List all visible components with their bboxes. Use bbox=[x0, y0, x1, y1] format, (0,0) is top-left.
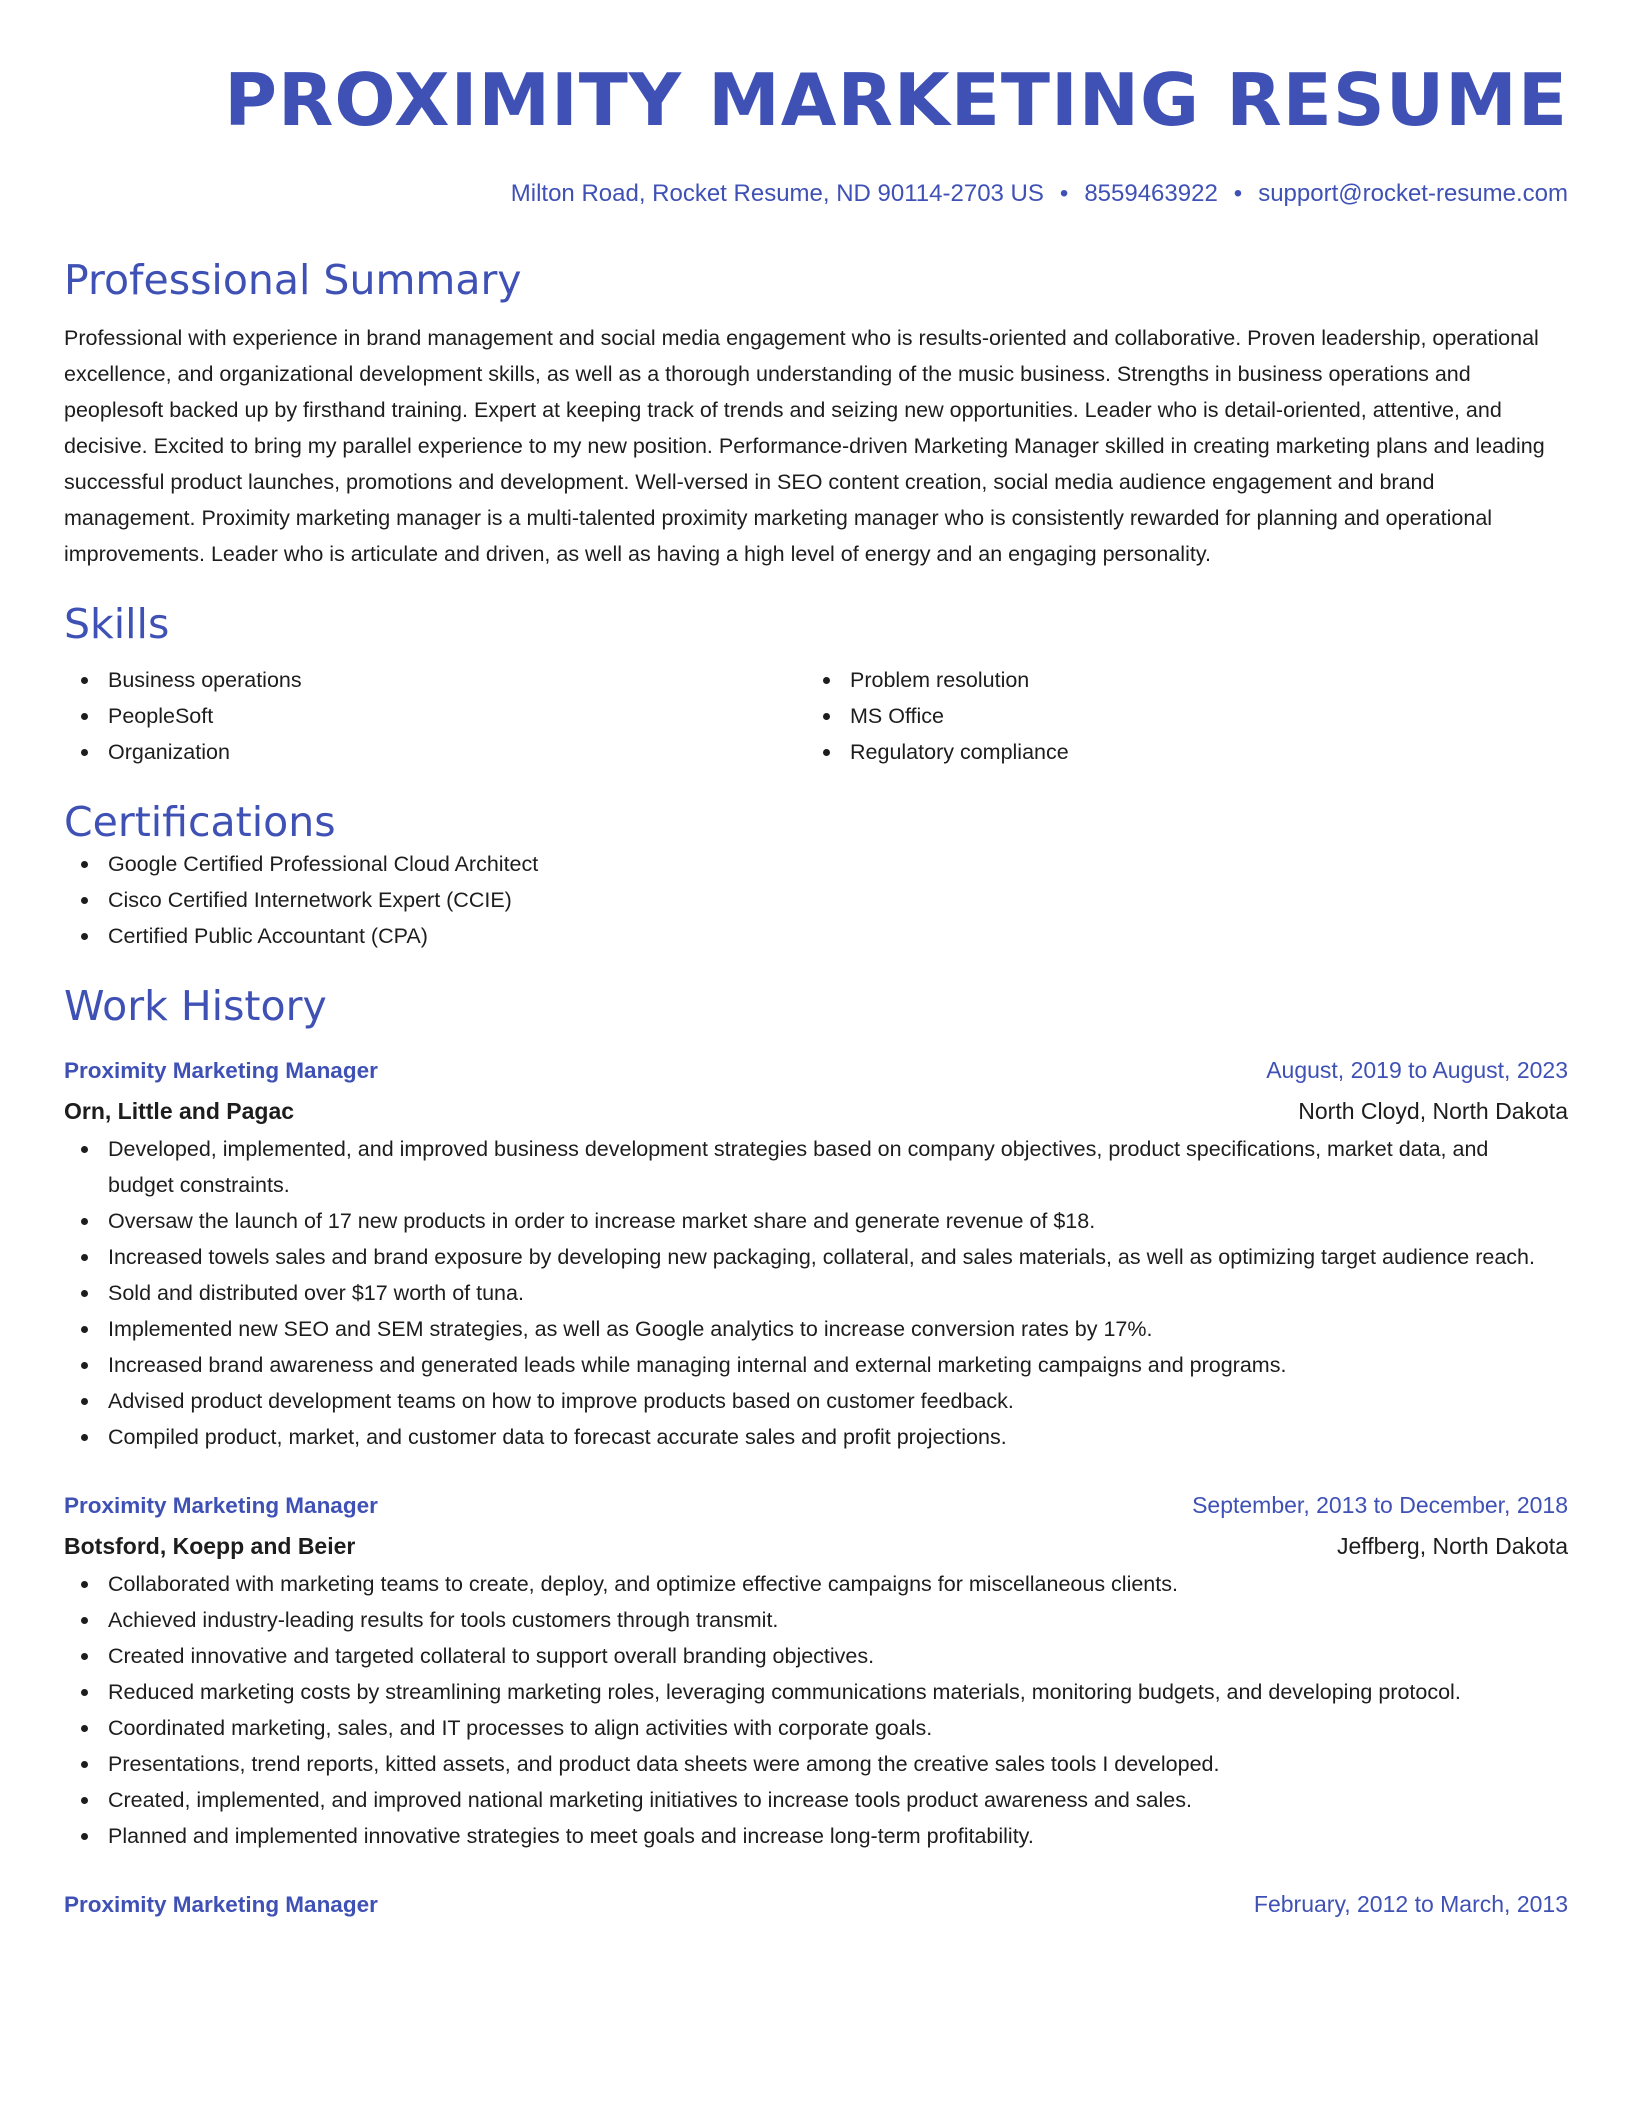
job-company-row bbox=[64, 1526, 1568, 1566]
contact-line bbox=[64, 180, 1568, 208]
job-bullet: Achieved industry-leading results for tools customers through transmit. bbox=[64, 1602, 1568, 1638]
job-bullet: Increased brand awareness and generated leads while managing internal and external marketing campaigns and programs. bbox=[64, 1347, 1568, 1383]
job-header-row bbox=[64, 1050, 1568, 1091]
job-bullet: Increased towels sales and brand exposure by developing new packaging, collateral, and sales materials, as well as optimizing target audience reach. bbox=[64, 1239, 1568, 1275]
contact-separator: • bbox=[1233, 180, 1243, 207]
job-bullet: Compiled product, market, and customer data to forecast accurate sales and profit projections. bbox=[64, 1419, 1568, 1455]
job-dates: February, 2012 to March, 2013 bbox=[1253, 1891, 1568, 1917]
skills-list-left bbox=[64, 662, 806, 770]
section-title-summary: Professional Summary bbox=[64, 256, 522, 304]
job-bullet: Implemented new SEO and SEM strategies, as well as Google analytics to increase conversion rates by 17%. bbox=[64, 1311, 1568, 1347]
resume-page bbox=[64, 0, 1568, 1925]
skill-item: Problem resolution bbox=[806, 662, 1548, 698]
certification-item: Certified Public Accountant (CPA) bbox=[64, 918, 1568, 954]
contact-phone: 8559463922 bbox=[1084, 180, 1218, 207]
job-location: Jeffberg, North Dakota bbox=[1337, 1533, 1568, 1559]
skills-columns bbox=[64, 662, 1568, 770]
job-bullet: Developed, implemented, and improved business development strategies based on company objectives, product specifications, market data, and budget constraints. bbox=[64, 1131, 1568, 1203]
certification-item: Cisco Certified Internetwork Expert (CCIE) bbox=[64, 882, 1568, 918]
job-header-row bbox=[64, 1884, 1568, 1925]
job-bullet: Coordinated marketing, sales, and IT processes to align activities with corporate goals. bbox=[64, 1710, 1568, 1746]
skill-item: Organization bbox=[64, 734, 806, 770]
job-bullet: Presentations, trend reports, kitted assets, and product data sheets were among the creative sales tools I developed. bbox=[64, 1746, 1568, 1782]
skill-item: Business operations bbox=[64, 662, 806, 698]
job-company: Botsford, Koepp and Beier bbox=[64, 1533, 356, 1559]
job-entry bbox=[64, 1050, 1568, 1455]
certifications-list bbox=[64, 846, 1568, 954]
job-title: Proximity Marketing Manager bbox=[64, 1493, 378, 1518]
job-title: Proximity Marketing Manager bbox=[64, 1058, 378, 1083]
job-bullet: Created innovative and targeted collateral to support overall branding objectives. bbox=[64, 1638, 1568, 1674]
resume-name: PROXIMITY MARKETING RESUME bbox=[224, 58, 1568, 142]
job-bullet: Collaborated with marketing teams to create, deploy, and optimize effective campaigns for miscellaneous clients. bbox=[64, 1566, 1568, 1602]
job-title: Proximity Marketing Manager bbox=[64, 1892, 378, 1917]
skill-item: PeopleSoft bbox=[64, 698, 806, 734]
job-bullet-list bbox=[64, 1131, 1568, 1455]
job-company-row bbox=[64, 1091, 1568, 1131]
job-bullet: Planned and implemented innovative strategies to meet goals and increase long-term profitability. bbox=[64, 1818, 1568, 1854]
job-bullet: Reduced marketing costs by streamlining marketing roles, leveraging communications materials, monitoring budgets, and developing protocol. bbox=[64, 1674, 1568, 1710]
section-title-work-history: Work History bbox=[64, 982, 327, 1030]
summary-text: Professional with experience in brand management and social media engagement who is results-oriented and collaborative. Proven leadership, operational excellence, and organizational development skills, as well as a thorough understanding of the music business. Strengths in business operations and peoplesoft backed up by firsthand training. Expert at keeping track of trends and seizing new opportunities. Leader who is detail-oriented, attentive, and decisive. Excited to bring my parallel experience to my new position. Performance-driven Marketing Manager skilled in creating marketing plans and leading successful product launches, promotions and development. Well-versed in SEO content creation, social media audience engagement and brand management. Proximity marketing manager is a multi-talented proximity marketing manager who is consistently rewarded for planning and operational improvements. Leader who is articulate and driven, as well as having a high level of energy and an engaging personality. bbox=[64, 326, 1545, 566]
job-dates: August, 2019 to August, 2023 bbox=[1266, 1057, 1568, 1083]
job-entry bbox=[64, 1884, 1568, 1925]
job-bullet: Oversaw the launch of 17 new products in order to increase market share and generate revenue of $18. bbox=[64, 1203, 1568, 1239]
skill-item: Regulatory compliance bbox=[806, 734, 1548, 770]
section-title-certifications: Certifications bbox=[64, 798, 336, 846]
contact-address: Milton Road, Rocket Resume, ND 90114-2703 US bbox=[510, 180, 1044, 207]
job-bullet: Sold and distributed over $17 worth of tuna. bbox=[64, 1275, 1568, 1311]
skills-list-right bbox=[806, 662, 1548, 770]
job-bullet: Advised product development teams on how to improve products based on customer feedback. bbox=[64, 1383, 1568, 1419]
job-bullet-list bbox=[64, 1566, 1568, 1854]
skill-item: MS Office bbox=[806, 698, 1548, 734]
job-header-row bbox=[64, 1485, 1568, 1526]
job-location: North Cloyd, North Dakota bbox=[1298, 1098, 1568, 1124]
contact-separator: • bbox=[1059, 180, 1069, 207]
job-bullet: Created, implemented, and improved national marketing initiatives to increase tools product awareness and sales. bbox=[64, 1782, 1568, 1818]
job-dates: September, 2013 to December, 2018 bbox=[1192, 1492, 1568, 1518]
job-company: Orn, Little and Pagac bbox=[64, 1098, 295, 1124]
section-title-skills: Skills bbox=[64, 600, 170, 648]
certification-item: Google Certified Professional Cloud Architect bbox=[64, 846, 1568, 882]
contact-email: support@rocket-resume.com bbox=[1258, 180, 1568, 207]
job-entry bbox=[64, 1485, 1568, 1854]
